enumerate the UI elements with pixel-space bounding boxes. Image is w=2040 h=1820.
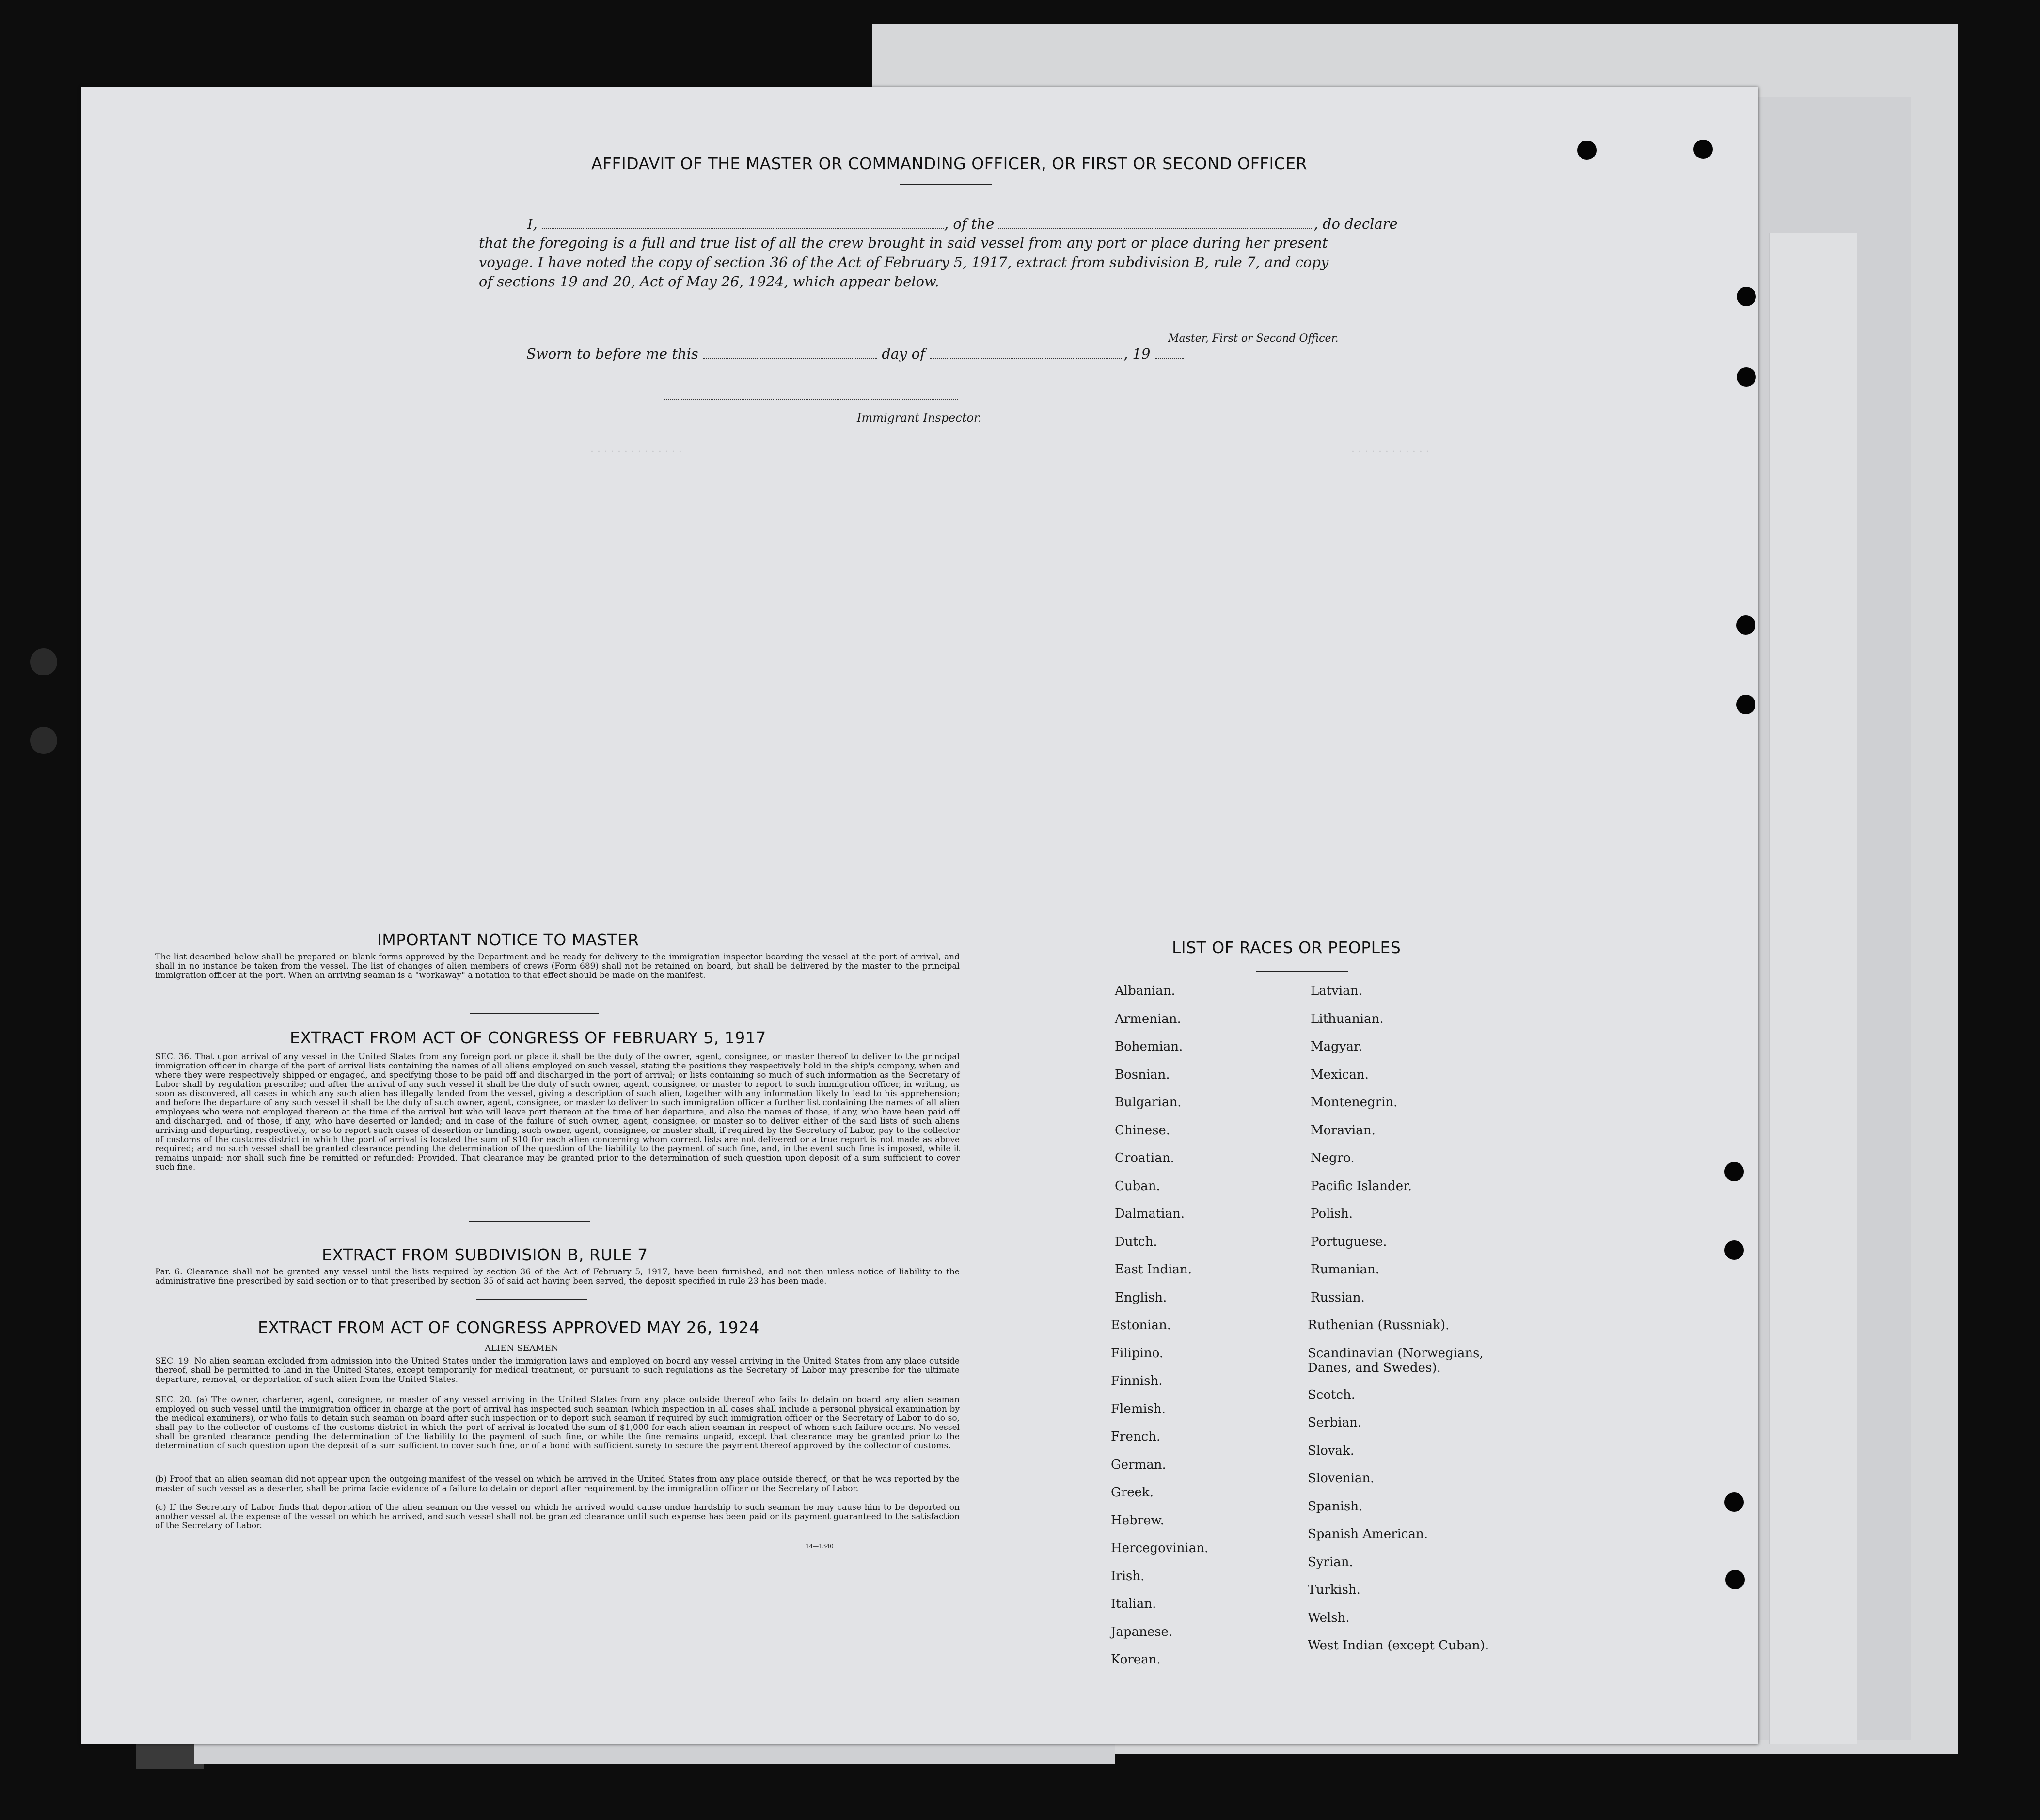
race-item: Filipino.: [1111, 1346, 1164, 1361]
punch-hole: [1693, 140, 1713, 159]
affidavit-title: AFFIDAVIT OF THE MASTER OR COMMANDING OFFICER, OR FIRST OR SECOND OFFICER: [591, 154, 1308, 173]
race-item: Magyar.: [1311, 1039, 1362, 1054]
race-item: Slovenian.: [1308, 1471, 1375, 1486]
race-item: Dutch.: [1115, 1234, 1157, 1249]
races-title: LIST OF RACES OR PEOPLES: [1172, 938, 1401, 957]
bleed-through-mark: · · · · · · · · · · · ·: [1351, 446, 1429, 458]
section-divider: [470, 1013, 599, 1014]
race-item: Moravian.: [1311, 1123, 1376, 1138]
race-item: Welsh.: [1308, 1610, 1350, 1625]
race-item: Scotch.: [1308, 1387, 1356, 1402]
race-item: Slovak.: [1308, 1443, 1354, 1458]
extract-1917-title: EXTRACT FROM ACT OF CONGRESS OF FEBRUARY 5, 1917: [290, 1028, 766, 1047]
race-item: Finnish.: [1111, 1374, 1163, 1388]
race-item: Croatian.: [1115, 1151, 1174, 1165]
punch-hole: [1736, 695, 1755, 714]
race-item: Pacific Islander.: [1311, 1178, 1412, 1193]
sec19-body: SEC. 19. No alien seaman excluded from admission into the United States under the immigration laws and employed on board any vessel arriving in the United States from any place outside thereof, shall be permitted to land in the United States, except temporarily for medical treatment, or pursuant to such regulations as the Secretary of Labor may prescribe for the ultimate departure, removal, or deportation of such alien from the United States.: [155, 1356, 960, 1384]
race-item: Bosnian.: [1115, 1067, 1170, 1082]
rule7-body: Par. 6. Clearance shall not be granted any vessel until the lists required by section 36 of the Act of February 5, 1917, have been furnished, and not then unless notice of liability to the administrative fine prescribed by said section or to that prescribed by section 35 of said act having been served, the deposit specified in rule 23 has been made.: [155, 1267, 960, 1286]
bleed-through-mark: · · · · · · · · · · · · · ·: [590, 446, 682, 458]
race-item: French.: [1111, 1429, 1161, 1444]
binder-hole: [30, 648, 57, 675]
sworn-line: [526, 344, 1184, 362]
race-item: German.: [1111, 1457, 1166, 1472]
sworn-year-blank[interactable]: [1155, 344, 1184, 359]
title-divider: [900, 184, 992, 185]
punch-hole: [1725, 1570, 1745, 1589]
race-item: Lithuanian.: [1311, 1011, 1384, 1026]
affidavit-i: I,: [527, 216, 538, 232]
race-item: Cuban.: [1115, 1178, 1160, 1193]
inspector-label: Immigrant Inspector.: [857, 411, 982, 424]
alien-seamen-heading: ALIEN SEAMEN: [485, 1343, 559, 1353]
punch-hole: [1724, 1240, 1744, 1260]
race-item: Latvian.: [1311, 984, 1362, 998]
notice-title: IMPORTANT NOTICE TO MASTER: [377, 930, 639, 949]
race-item: Turkish.: [1308, 1583, 1360, 1598]
sworn-prefix: Sworn to before me this: [526, 345, 698, 362]
race-item: English.: [1115, 1290, 1167, 1305]
race-item: Greek.: [1111, 1485, 1154, 1500]
race-item: East Indian.: [1115, 1262, 1192, 1277]
race-item: Montenegrin.: [1311, 1095, 1398, 1110]
race-item: Syrian.: [1308, 1554, 1353, 1569]
race-item: Japanese.: [1111, 1624, 1173, 1639]
race-item: Dalmatian.: [1115, 1207, 1185, 1221]
master-signature-label: Master, First or Second Officer.: [1168, 332, 1339, 345]
race-item: Bulgarian.: [1115, 1095, 1182, 1110]
form-number: 14—1340: [806, 1543, 834, 1550]
race-item: Chinese.: [1115, 1123, 1170, 1138]
affidavit-line-3: voyage. I have noted the copy of section 36 of the Act of February 5, 1917, extract from subdivision B, rule 7, and copy: [479, 254, 1329, 270]
race-item: Ruthenian (Russniak).: [1308, 1318, 1450, 1333]
sworn-month-blank[interactable]: [930, 344, 1123, 359]
form-page: [81, 87, 1758, 1744]
sec20a-body: SEC. 20. (a) The owner, charterer, agent, consignee, or master of any vessel arriving in the United States from any place outside thereof who fails to detain on board any alien seaman employed on such vessel until the immigration officer in charge at the port of arrival has inspected such seaman (which inspection in all cases shall include a personal physical examination by the medical examiners), or who fails to detain such seaman on board after such inspection or to deport such seaman if required by such immigration officer or the Secretary of Labor to do so, shall pay to the collector of customs of the customs district in which the port of arrival is located the sum of $1,000 for each alien seaman in respect of whom such failure occurs. No vessel shall be granted clearance pending the determination of the liability to the payment of such fine, or while the fine remains unpaid, except that clearance may be granted prior to the determination of such question upon the deposit of a sum sufficient to cover such fine, or of a bond with sufficient surety to secure the payment thereof approved by the collector of customs.: [155, 1395, 960, 1451]
race-item: Italian.: [1111, 1597, 1156, 1611]
vessel-blank[interactable]: [998, 214, 1313, 229]
race-item: Albanian.: [1115, 984, 1175, 998]
affidavit-line-2: that the foregoing is a full and true list of all the crew brought in said vessel from any port or place during her present: [479, 235, 1328, 251]
rule7-title: EXTRACT FROM SUBDIVISION B, RULE 7: [322, 1245, 648, 1264]
race-item: West Indian (except Cuban).: [1308, 1638, 1489, 1653]
name-blank[interactable]: [542, 214, 944, 229]
sworn-day-of: day of: [882, 345, 925, 362]
extract-1924-title: EXTRACT FROM ACT OF CONGRESS APPROVED MAY 26, 1924: [258, 1318, 759, 1337]
race-item: Hercegovinian.: [1111, 1541, 1209, 1555]
race-item: Estonian.: [1111, 1318, 1171, 1333]
race-item: Flemish.: [1111, 1401, 1166, 1416]
races-divider: [1256, 971, 1348, 972]
extract-1917-body: SEC. 36. That upon arrival of any vessel in the United States from any foreign port or place it shall be the duty of the owner, agent, consignee, or master thereof to deliver to the principal immigration officer in charge of the port of arrival lists containing the names of all aliens employed on such vessel, stating the positions they respectively hold in the ship's company, when and where they were respectively shipped or engaged, and specifying those to be paid off and discharged in the port of arrival; or lists containing so much of such information as the Secretary of Labor shall by regulation prescribe; and after the arrival of any such vessel it shall be the duty of such owner, agent, consignee, or master to report to such immigration officer, in writing, as soon as discovered, all cases in which any such alien has illegally landed from the vessel, giving a description of such alien, together with any information likely to lead to his apprehension; and before the departure of any such vessel it shall be the duty of such owner, agent, consignee, or master to deliver to such immigration officer a further list containing the names of all alien employees who were not employed thereon at the time of the arrival but who will leave port thereon at the time of her departure, and also the names of those, if any, who have been paid off and discharged, and of those, if any, who have deserted or landed; and in case of the failure of such owner, agent, consignee, or master so to deliver either of the said lists of such aliens arriving and departing, respectively, or so to report such cases of desertion or landing, such owner, agent, consignee, or master shall, if required by the Secretary of Labor, pay to the collector of customs of the customs district in which the port of arrival is located the sum of $10 for each alien concerning whom correct lists are not delivered or a true report is not made as above required; and no such vessel shall be granted clearance pending the determination of the question of the liability to the payment of such fine, and, in the event such fine is imposed, while it remains unpaid; nor shall such fine be remitted or refunded: Provided, That clearance may be granted prior to the determination of such question upon deposit of a sum sufficient to cover such fine.: [155, 1052, 960, 1172]
punch-hole: [1577, 141, 1597, 160]
affidavit-declare: , do declare: [1313, 216, 1398, 232]
race-item: Spanish American.: [1308, 1527, 1428, 1542]
race-item: Rumanian.: [1311, 1262, 1380, 1277]
sec20c-body: (c) If the Secretary of Labor finds that deportation of the alien seaman on the vessel on which he arrived would cause undue hardship to such seaman he may cause him to be deported on another vessel at the expense of the vessel on which he arrived, and such vessel shall not be granted clearance until such expense has been paid or its payment guaranteed to the satisfaction of the Secretary of Labor.: [155, 1503, 960, 1531]
race-item: Russian.: [1311, 1290, 1365, 1305]
race-item: Hebrew.: [1111, 1513, 1164, 1528]
race-item: Korean.: [1111, 1652, 1161, 1667]
race-item: Spanish.: [1308, 1499, 1363, 1514]
race-item: Mexican.: [1311, 1067, 1369, 1082]
punch-hole: [1724, 1492, 1744, 1512]
affidavit-line-1: [527, 214, 1398, 232]
inspector-signature-blank[interactable]: [664, 399, 958, 400]
notice-body: The list described below shall be prepared on blank forms approved by the Department and be ready for delivery to the immigration inspector boarding the vessel at the port of arrival, and shall in no instance be taken from the vessel. The list of changes of alien members of crews (Form 689) shall not be retained on board, but shall be delivered by the master to the principal immigration officer at the port. When an arriving seaman is a "workaway" a notation to that effect should be made on the manifest.: [155, 952, 960, 980]
affidavit-of-the: , of the: [944, 216, 995, 232]
race-item: Polish.: [1311, 1207, 1353, 1221]
affidavit-line-4: of sections 19 and 20, Act of May 26, 1924, which appear below.: [479, 273, 939, 290]
sec20b-body: (b) Proof that an alien seaman did not appear upon the outgoing manifest of the vessel on which he arrived in the United States from any place outside thereof, or that he was reported by the master of such vessel as a deserter, shall be prima facie evidence of a failure to detain or deport after requirement by the immigration officer or the Secretary of Labor.: [155, 1475, 960, 1493]
punch-hole: [1724, 1162, 1744, 1181]
race-item: Negro.: [1311, 1151, 1355, 1165]
section-divider: [469, 1221, 590, 1222]
binder-hole: [30, 727, 57, 754]
underlying-sheet-edge: [1769, 233, 1857, 1744]
punch-hole: [1737, 367, 1756, 387]
race-item: Bohemian.: [1115, 1039, 1183, 1054]
section-divider: [476, 1299, 587, 1300]
sworn-year: , 19: [1123, 345, 1151, 362]
punch-hole: [1736, 615, 1755, 635]
race-item: Scandinavian (Norwegians, Danes, and Swedes).: [1308, 1346, 1484, 1375]
race-item: Portuguese.: [1311, 1234, 1387, 1249]
race-item: Armenian.: [1115, 1011, 1181, 1026]
race-item: Serbian.: [1308, 1415, 1362, 1430]
race-item: Irish.: [1111, 1569, 1145, 1584]
punch-hole: [1737, 287, 1756, 306]
sworn-day-blank[interactable]: [703, 344, 877, 359]
